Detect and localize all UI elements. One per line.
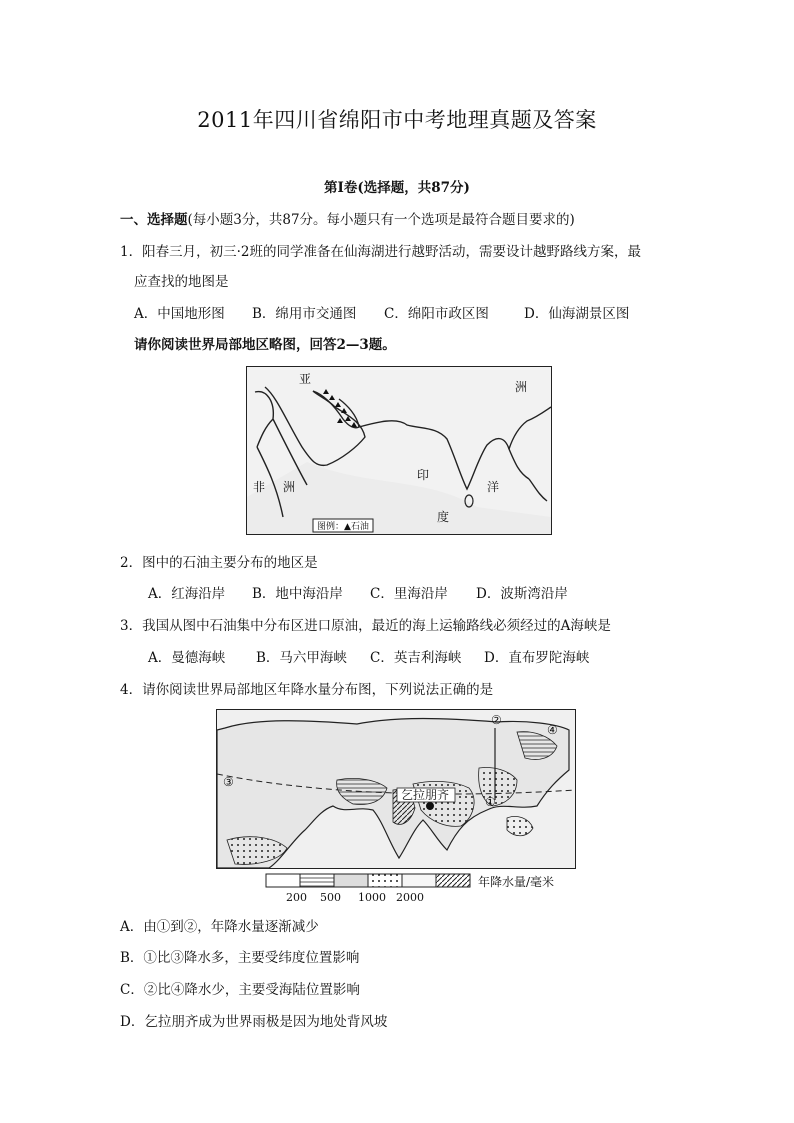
q3-option-b: B．马六甲海峡 (256, 650, 347, 666)
map-middle-east (246, 366, 552, 535)
map1-label-fei: 非 (253, 480, 266, 494)
q2-stem: 2．图中的石油主要分布的地区是 (120, 555, 318, 571)
q3-stem: 3．我国从图中石油集中分布区进口原油，最近的海上运输路线必须经过的A海峡是 (120, 618, 611, 634)
q4-stem: 4．请你阅读世界局部地区年降水量分布图，下列说法正确的是 (120, 682, 494, 698)
map1-intro: 请你阅读世界局部地区略图，回答2—3题。 (134, 337, 396, 353)
part1-heading: 一、选择题 (120, 212, 188, 228)
q4-option-d: D．乞拉朋齐成为世界雨极是因为地处背风坡 (120, 1014, 388, 1030)
q2-option-b: B．地中海沿岸 (252, 586, 343, 602)
q2-option-a: A．红海沿岸 (148, 586, 226, 602)
map1-legend: 图例：▲石油 (317, 522, 369, 532)
map-precipitation (216, 709, 576, 869)
q1-line2: 应查找的地图是 (134, 274, 229, 290)
part1-line (120, 208, 575, 228)
legend-title: 年降水量/毫米 (478, 875, 555, 889)
q4-option-b: B．①比③降水多，主要受纬度位置影响 (120, 950, 360, 966)
legend-1000: 1000 (358, 891, 386, 904)
q4-option-a: A．由①到②，年降水量逐渐减少 (120, 919, 319, 935)
q4-option-c: C．②比④降水少，主要受海陆位置影响 (120, 982, 360, 998)
q1-option-a: A．中国地形图 (134, 306, 225, 322)
legend-200: 200 (286, 891, 307, 904)
legend-2000: 2000 (396, 891, 424, 904)
q3-option-c: C．英吉利海峡 (370, 650, 462, 666)
map1-label-yang: 洋 (487, 480, 500, 494)
q2-option-c: C．里海沿岸 (370, 586, 448, 602)
q3-option-a: A．曼德海峡 (148, 650, 226, 666)
map2-marker-4: ④ (547, 723, 558, 737)
map1-label-zhou1: 洲 (515, 380, 528, 394)
q1-line1: 1．阳春三月，初三·2班的同学准备在仙海湖进行越野活动，需要设计越野路线方案，最 (120, 244, 641, 260)
map2-place-cherrapunji: 乞拉朋齐 (401, 788, 450, 802)
precipitation-legend (262, 872, 592, 906)
map1-label-ya: 亚 (299, 372, 312, 386)
map2-marker-2: ② (491, 713, 502, 727)
map1-label-zhou2: 洲 (283, 480, 296, 494)
q1-option-c: C．绵阳市政区图 (384, 306, 489, 322)
legend-500: 500 (320, 891, 341, 904)
map2-marker-3: ③ (223, 775, 234, 789)
q2-option-d: D．波斯湾沿岸 (476, 586, 568, 602)
section-title: 第Ⅰ卷(选择题，共87分) (324, 180, 470, 196)
map2-marker-1: ① (485, 795, 496, 809)
q1-option-d: D．仙海湖景区图 (524, 306, 630, 322)
map1-label-du: 度 (437, 510, 450, 524)
q1-option-b: B．绵用市交通图 (252, 306, 357, 322)
part1-instruction: (每小题3分，共87分。每小题只有一个选项是最符合题目要求的) (187, 212, 575, 228)
page-title: 2011年四川省绵阳市中考地理真题及答案 (197, 108, 597, 132)
q3-option-d: D．直布罗陀海峡 (484, 650, 590, 666)
map1-label-yin: 印 (417, 468, 430, 482)
